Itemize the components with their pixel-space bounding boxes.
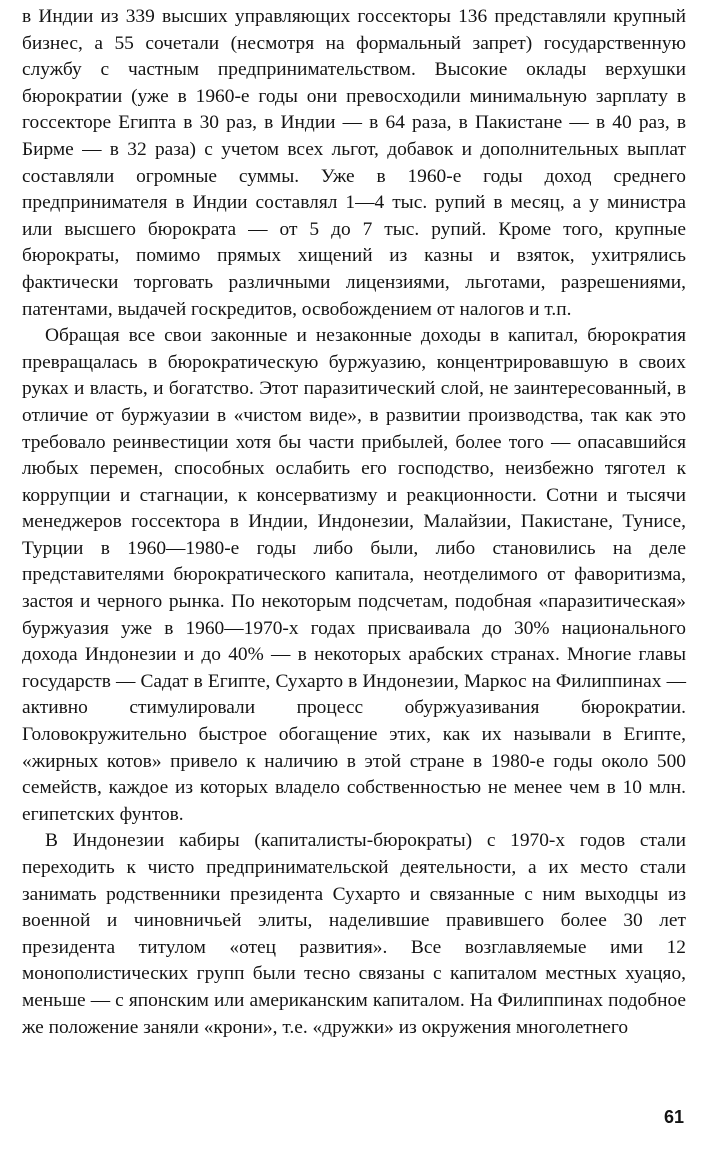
paragraph-2: Обращая все свои законные и незаконные доходы в капитал, бюрократия превращалась в бюрократическую буржуазию, концентрировавшую в своих руках и власть, и богатство. Этот паразитический слой, не заинтересованный, в отличие от буржуазии в «чистом виде», в развитии производства, так как это требовало реинвестиции хотя бы части прибылей, более того — опасавшийся любых перемен, способных ослабить его господство, неизбежно тяготел к коррупции и стагнации, к консерватизму и реакционности. Сотни и тысячи менеджеров госсектора в Индии, Индонезии, Малайзии, Пакистане, Тунисе, Турции в 1960—1980-е годы либо были, либо становились на деле представителями бюрократического капитала, неотделимого от фаворитизма, застоя и черного рынка. По некоторым подсчетам, подобная «паразитическая» буржуазия уже в 1960—1970-х годах присваивала до 30% национального дохода Индонезии и до 40% — в некоторых арабских странах. Многие главы государств — Садат в Египте, Сухарто в Индонезии, Маркос на Филиппинах — активно стимулировали процесс обуржуазивания бюрократии. Головокружительно быстрое обогащение этих, как их называли в Египте, «жирных котов» привело к наличию в этой стране в 1980-е годы около 500 семейств, каждое из которых владело собственностью не менее чем в 10 млн. египетских фунтов. (22, 325, 686, 825)
paragraph-3: В Индонезии кабиры (капиталисты-бюрократы) с 1970-х годов стали переходить к чисто предпринимательской деятельности, а их место стали занимать родственники президента Сухарто и связанные с ним выходцы из военной и чиновничьей элиты, наделившие правившего более 30 лет президента титулом «отец развития». Все возглавляемые ими 12 монополистических групп были тесно связаны с капиталом местных хуацяо, меньше — с японским или американским капиталом. На Филиппинах подобное же положение заняли «крони», т.е. «дружки» из окружения многолетнего (22, 830, 686, 1038)
page-number: 61 (663, 1107, 684, 1127)
paragraph-1: в Индии из 339 высших управляющих госсекторы 136 представляли крупный бизнес, а 55 сочетали (несмотря на формальный запрет) государственную службу с частным предпринимательством. Высокие оклады верхушки бюрократии (уже в 1960-е годы они превосходили минимальную зарплату в госсекторе Египта в 30 раз, в Индии — в 64 раза, в Пакистане — в 40 раз, в Бирме — в 32 раза) с учетом всех льгот, добавок и дополнительных выплат составляли огромные суммы. Уже в 1960-е годы доход среднего предпринимателя в Индии составлял 1—4 тыс. рупий в месяц, а у министра или высшего бюрократа — от 5 до 7 тыс. рупий. Кроме того, крупные бюрократы, помимо прямых хищений из казны и взяток, ухитрялись фактически торговать различными лицензиями, льготами, разрешениями, патентами, выдачей госкредитов, освобождением от налогов и т.п. (22, 6, 686, 320)
body-text (22, 4, 686, 1041)
